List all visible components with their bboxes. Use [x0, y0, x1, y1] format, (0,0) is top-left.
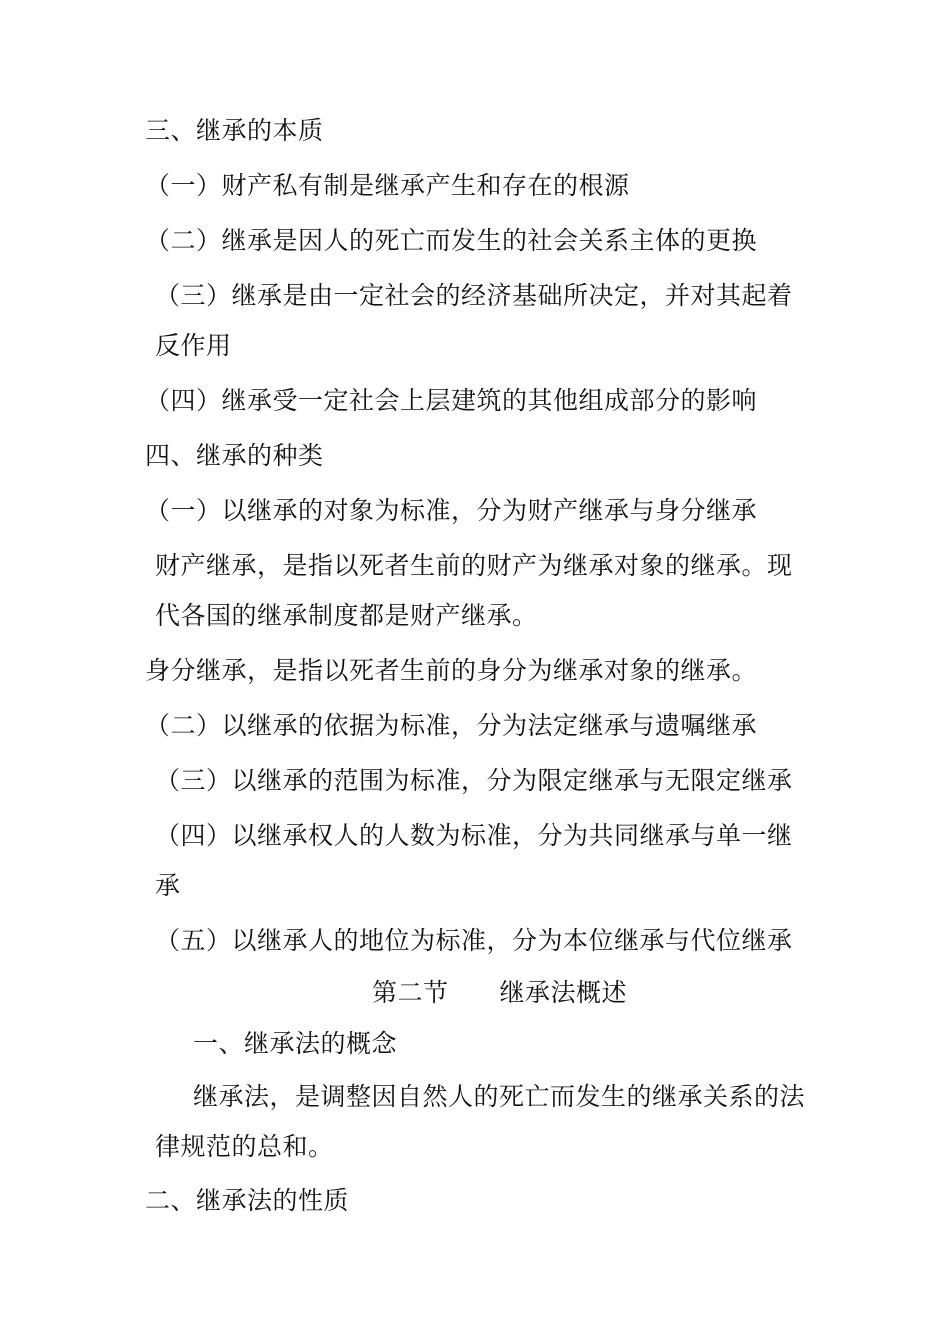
- heading-types: 四、继承的种类: [145, 441, 324, 470]
- section-title: 第二节 继承法概述: [372, 978, 628, 1007]
- essence-item-2: （二）继承是因人的死亡而发生的社会关系主体的更换: [145, 226, 758, 255]
- essence-item-1: （一）财产私有制是继承产生和存在的根源: [145, 171, 630, 200]
- property-inheritance-text: 财产继承，是指以死者生前的财产为继承对象的继承。现: [155, 551, 793, 580]
- heading-concept: 一、继承法的概念: [193, 1029, 398, 1058]
- types-item-4-cont: 承: [155, 871, 181, 900]
- types-item-5: （五）以继承人的地位为标准，分为本位继承与代位继承: [155, 926, 793, 955]
- types-item-1: （一）以继承的对象为标准，分为财产继承与身分继承: [145, 496, 758, 525]
- concept-text-cont: 律规范的总和。: [155, 1132, 334, 1161]
- property-inheritance-text-cont: 代各国的继承制度都是财产继承。: [155, 601, 538, 630]
- essence-item-3: （三）继承是由一定社会的经济基础所决定，并对其起着: [155, 281, 793, 310]
- status-inheritance-text: 身分继承，是指以死者生前的身分为继承对象的继承。: [145, 656, 758, 685]
- types-item-2: （二）以继承的依据为标准，分为法定继承与遗嘱继承: [145, 711, 758, 740]
- types-item-4: （四）以继承权人的人数为标准，分为共同继承与单一继: [155, 821, 793, 850]
- essence-item-3-cont: 反作用: [155, 331, 232, 360]
- essence-item-4: （四）继承受一定社会上层建筑的其他组成部分的影响: [145, 386, 758, 415]
- types-item-3: （三）以继承的范围为标准，分为限定继承与无限定继承: [155, 766, 793, 795]
- heading-essence: 三、继承的本质: [145, 116, 324, 145]
- heading-nature: 二、继承法的性质: [145, 1186, 350, 1215]
- concept-text: 继承法，是调整因自然人的死亡而发生的继承关系的法: [193, 1082, 806, 1111]
